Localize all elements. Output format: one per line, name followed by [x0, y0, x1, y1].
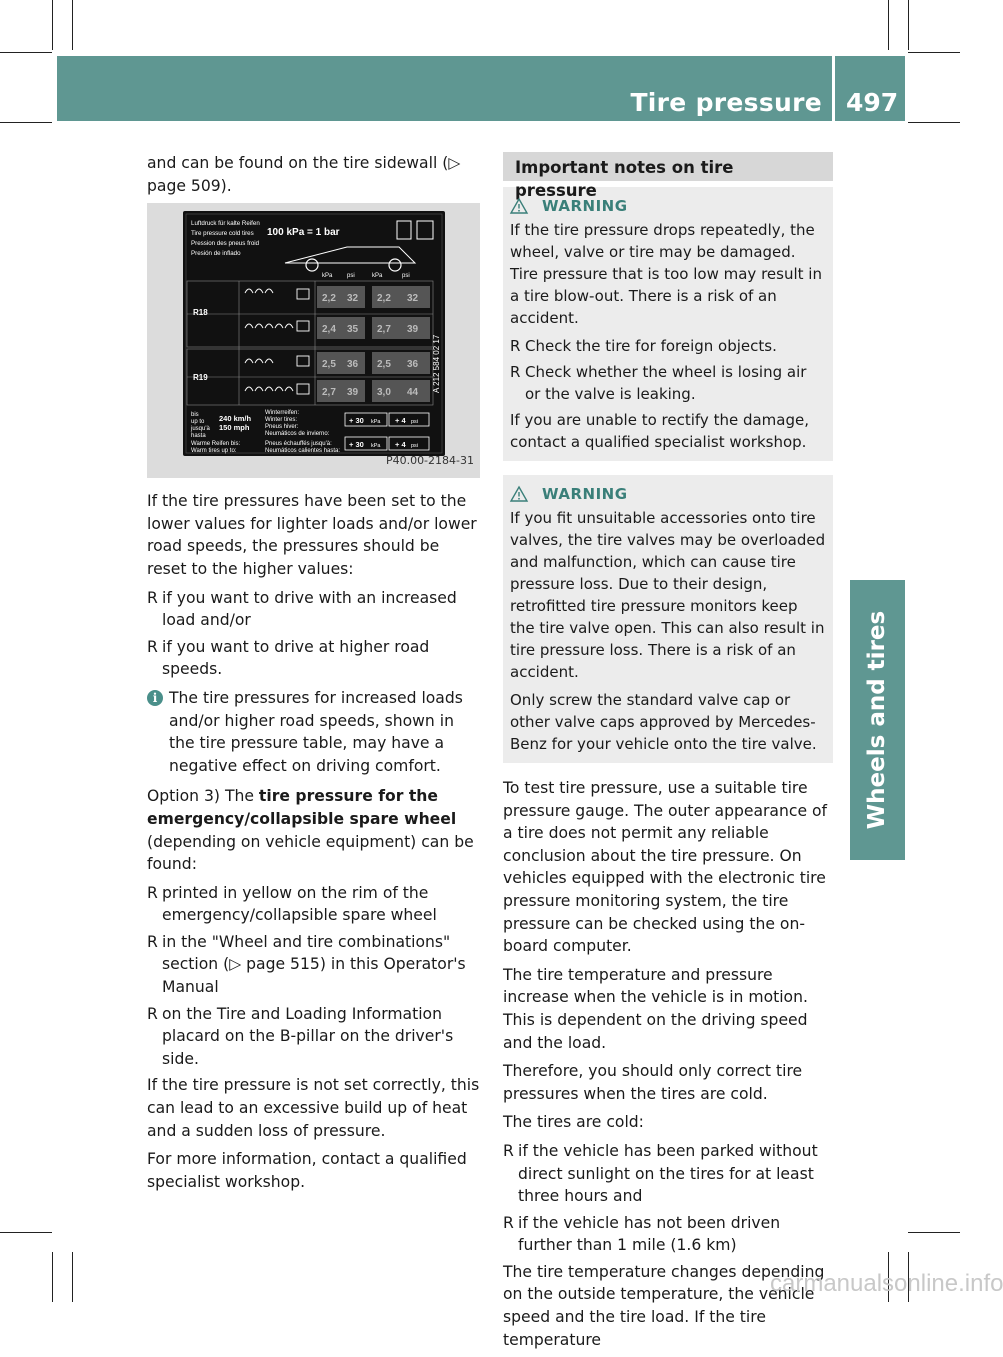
col-head: kPa [372, 273, 383, 280]
pressure-value: 35 [347, 324, 359, 336]
left-column [147, 152, 480, 1199]
bullet-icon: R [147, 1004, 158, 1023]
paragraph: If the tire pressures have been set to the lower values for lighter loads and/or lower road speeds, the pressures should be reset to the higher values: [147, 492, 477, 578]
crop-mark [0, 1232, 52, 1233]
crop-mark [888, 0, 889, 50]
crop-mark [72, 0, 73, 50]
bullet-icon: R [147, 932, 158, 951]
pressure-value: 2,5 [322, 359, 336, 371]
part-number: A 212 584 02 17 [432, 334, 441, 394]
list-item: R in the "Wheel and tire combinations" section (▷ page 515) in this Operator's Manual [147, 932, 466, 997]
pressure-value: 2,5 [377, 359, 391, 371]
placard-label-line: Luftdruck für kalte Reifen [191, 220, 260, 228]
paragraph: If the tire pressure is not set correctly, this can lead to an excessive build up of heat and a sudden loss of pressure. [147, 1076, 480, 1140]
warm-line: Warme Reifen bis: [191, 441, 241, 448]
winter-line: Winter tires: [265, 417, 298, 424]
crop-mark [52, 0, 53, 50]
warning-box [503, 187, 833, 461]
crop-mark [72, 1252, 73, 1302]
warm-line: Neumáticos calientes hasta: [265, 448, 341, 455]
list-item: R if the vehicle has been parked without direct sunlight on the tires for at least three hours and [503, 1141, 818, 1206]
header-divider [832, 56, 835, 121]
list-item: R if the vehicle has not been driven further than 1 mile (1.6 km) [503, 1213, 781, 1255]
tire-pressure-placard-figure [147, 203, 480, 478]
pressure-value: 2,2 [322, 293, 336, 305]
col-head: psi [347, 273, 355, 280]
warning-box [503, 475, 833, 763]
pressure-value: 2,7 [377, 324, 391, 336]
intro-text: and can be found on the tire sidewall (▷ page 509). [147, 154, 461, 195]
speed-value: 240 km/h [219, 414, 252, 424]
adjust-value: kPa [371, 443, 381, 450]
crop-mark [908, 0, 909, 50]
paragraph: To test tire pressure, use a suitable tire pressure gauge. The outer appearance of a tire does not permit any reliable conclusion about the tire pressure. On vehicles equipped with the electronic tire pressure monitoring system, the tire pressure can be checked using the on-board computer. [503, 779, 828, 956]
pressure-value: 32 [407, 293, 419, 305]
pressure-value: 2,7 [322, 387, 336, 399]
info-icon: i [147, 690, 163, 706]
speed-value: 150 mph [219, 423, 250, 433]
crop-mark [0, 52, 52, 53]
crop-mark [0, 122, 52, 123]
bullet-icon: R [510, 337, 521, 355]
side-tab-label: Wheels and tires [864, 610, 890, 830]
section-heading: Important notes on tire pressure [503, 152, 833, 181]
right-column [503, 152, 833, 1357]
bullet-icon: R [503, 1213, 514, 1232]
paragraph: The tire temperature changes depending on the outside temperature, the vehicle speed and the tire load. If the tire temperature [503, 1262, 825, 1349]
adjust-value: psi [411, 443, 419, 450]
warning-triangle-icon [510, 198, 528, 214]
watermark: carmanualsonline.info [770, 1270, 1003, 1297]
pressure-value: 39 [347, 387, 359, 399]
list-item: R if you want to drive at higher road speeds. [147, 637, 430, 679]
placard-label-line: Presión de inflado [191, 250, 241, 258]
adjust-value: + 30 [349, 416, 364, 426]
adjust-value: + 4 [395, 440, 406, 450]
list-item: R Check whether the wheel is losing air or the valve is leaking. [510, 363, 807, 403]
col-head: kPa [322, 273, 333, 280]
speed-line: hasta [191, 433, 206, 440]
pressure-value: 3,0 [377, 387, 391, 399]
warning-title: WARNING [542, 485, 628, 503]
page-number: 497 [846, 88, 899, 117]
paragraph: The tires are cold: [503, 1113, 644, 1132]
warning-text: Only screw the standard valve cap or other valve caps approved by Mercedes-Benz for your vehicle onto the tire valve. [510, 691, 817, 753]
pressure-value: 39 [407, 324, 419, 336]
warm-line: Pneus échauffés jusqu'à: [265, 441, 332, 448]
speed-line: jusqu'à [191, 426, 210, 433]
winter-line: Neumáticos de invierno: [265, 431, 330, 438]
crop-mark [908, 122, 960, 123]
adjust-value: + 4 [395, 416, 406, 426]
pressure-value: 44 [407, 387, 419, 399]
bullet-icon: R [147, 637, 158, 656]
list-item: R printed in yellow on the rim of the emergency/collapsible spare wheel [147, 883, 437, 925]
pressure-value: 36 [407, 359, 419, 371]
option-paragraph: Option 3) The tire pressure for the emergency/collapsible spare wheel (depending on vehicle equipment) can be found: [147, 787, 474, 874]
crop-mark [908, 1232, 960, 1233]
page-title: Tire pressure [630, 88, 822, 117]
adjust-value: + 30 [349, 440, 364, 450]
list-item: R Check the tire for foreign objects. [510, 337, 777, 355]
adjust-value: kPa [371, 419, 381, 426]
winter-line: Pneus hiver: [265, 424, 299, 431]
figure-caption: P40.00-2184-31 [385, 453, 474, 467]
bullet-icon: R [503, 1141, 514, 1160]
warning-text: If you fit unsuitable accessories onto tire valves, the tire valves may be overloaded and malfunction, which can cause tire pressure loss. Due to their design, retrofitted tire pressure monitors keep the tire valve open. This can also result in tire pressure loss. There is a risk of an accident. [510, 509, 826, 681]
speed-line: bis [191, 412, 199, 419]
pressure-value: 2,2 [377, 293, 391, 305]
crop-mark [52, 1252, 53, 1302]
speed-line: up to [191, 419, 205, 426]
bullet-icon: R [510, 363, 521, 381]
pressure-value: 2,4 [322, 324, 336, 336]
crop-mark [908, 52, 960, 53]
warning-text: If the tire pressure drops repeatedly, the wheel, valve or tire may be damaged. Tire pressure that is too low may result in a tire blow-out. There is a risk of an accident. [510, 221, 822, 327]
warning-title: WARNING [542, 197, 628, 215]
winter-line: Winterreifen: [265, 410, 300, 417]
pressure-value: 36 [347, 359, 359, 371]
tire-size-label: R18 [193, 308, 208, 318]
paragraph: Therefore, you should only correct tire pressures when the tires are cold. [503, 1062, 803, 1103]
warning-triangle-icon [510, 486, 528, 502]
placard-label-line: Tire pressure cold tires [191, 230, 254, 238]
adjust-value: psi [411, 419, 419, 426]
placard-illustration [147, 203, 480, 478]
paragraph: The tire temperature and pressure increase when the vehicle is in motion. This is dependent on the driving speed and the load. [503, 965, 808, 1052]
list-item: R if you want to drive with an increased load and/or [147, 588, 457, 630]
pressure-value: 32 [347, 293, 359, 305]
placard-unit-title: 100 kPa = 1 bar [267, 227, 340, 239]
paragraph: For more information, contact a qualified specialist workshop. [147, 1150, 467, 1191]
tire-size-label: R19 [193, 373, 208, 383]
col-head: psi [402, 273, 410, 280]
warm-line: Warm tires up to: [191, 448, 237, 455]
placard-label-line: Pression des pneus froid [191, 240, 260, 248]
bullet-icon: R [147, 883, 158, 902]
list-item: R on the Tire and Loading Information placard on the B-pillar on the driver's side. [147, 1004, 454, 1068]
info-note-text: The tire pressures for increased loads and/or higher road speeds, shown in the tire pressure table, may have a negative effect on driving comfort. [169, 688, 463, 775]
bullet-icon: R [147, 588, 158, 607]
info-note [147, 687, 480, 777]
warning-text: If you are unable to rectify the damage, contact a qualified specialist workshop. [510, 411, 809, 451]
